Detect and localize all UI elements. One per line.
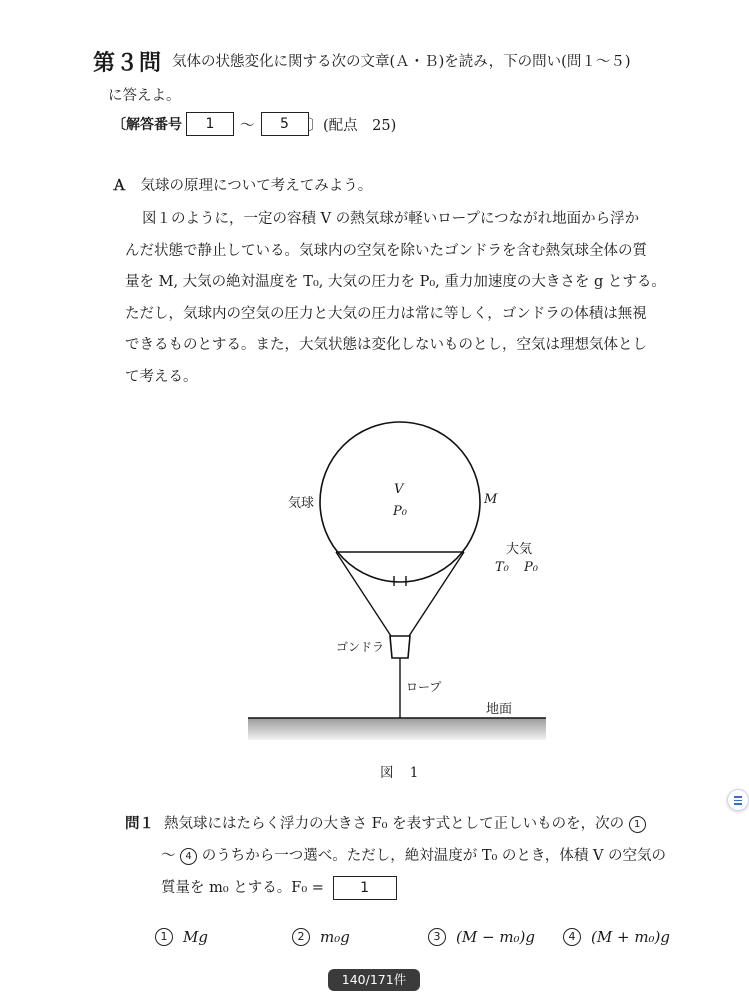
- question-1-label: 問１: [125, 816, 154, 832]
- label-balloon: 気球: [288, 496, 315, 511]
- ground-shading: [248, 718, 546, 740]
- balloon-envelope: [320, 422, 480, 582]
- section-a-title: 気球の原理について考えてみよう。: [140, 178, 373, 194]
- choice-3[interactable]: [428, 928, 535, 946]
- paragraph-line: て考える。: [125, 368, 198, 385]
- answer-number-row: [112, 112, 396, 136]
- answer-end-box: 5: [261, 112, 309, 136]
- label-atm-pressure: P₀: [524, 560, 538, 575]
- question-intro-line2: に答えよ。: [108, 88, 181, 104]
- paragraph-line: 図１のように，一定の容積 V の熱気球が軽いロープにつながれ地面から浮か: [142, 211, 640, 227]
- balloon-rigging-right: [409, 552, 464, 636]
- choice-1-number: 1: [155, 928, 173, 946]
- answer-box-1: 1: [333, 876, 397, 900]
- question-1-line3: [125, 872, 685, 904]
- label-volume: V: [394, 482, 404, 497]
- choice-4-text: (M + m₀)g: [591, 928, 671, 946]
- label-ground: 地面: [486, 702, 513, 717]
- gondola-shape: [390, 636, 410, 658]
- choice-2-text: m₀g: [320, 928, 350, 946]
- question-1-line1: [125, 808, 685, 840]
- choice-4-number: 4: [563, 928, 581, 946]
- page-counter: 140/171件: [328, 969, 420, 991]
- circled-number-last: 4: [180, 848, 197, 865]
- balloon-rigging-left: [336, 552, 391, 636]
- choice-1[interactable]: [155, 928, 208, 946]
- label-atmosphere: 大気: [506, 542, 533, 557]
- answer-tilde: ～: [240, 117, 255, 134]
- points-text: 〕(配点 25): [308, 117, 397, 134]
- label-atm-temperature: T₀: [495, 560, 509, 575]
- question-1-text2: のうちから一つ選べ。ただし，絶対温度が T₀ のとき，体積 V の空気の: [201, 848, 667, 864]
- choice-1-text: Mg: [183, 928, 208, 946]
- choice-2-number: 2: [292, 928, 310, 946]
- question-1-range-tilde: ～: [161, 848, 176, 864]
- answer-label: 〔解答番号: [112, 117, 182, 133]
- answer-start-box: 1: [186, 112, 234, 136]
- paragraph-line: んだ状態で静止している。気球内の空気を除いたゴンドラを含む熱気球全体の質: [125, 242, 647, 259]
- question-number: 第３問: [93, 51, 163, 76]
- question-1-text3: 質量を m₀ とする。F₀ =: [161, 880, 324, 896]
- choice-3-text: (M − m₀)g: [456, 928, 536, 946]
- label-gondola: ゴンドラ: [336, 640, 385, 654]
- label-rope: ロープ: [406, 680, 442, 694]
- question-1-text1: 熱気球にはたらく浮力の大きさ F₀ を表す式として正しいものを，次の: [164, 816, 625, 832]
- question-1: [125, 808, 685, 904]
- circled-number-first: 1: [629, 816, 646, 833]
- paragraph-line: 量を M, 大気の絶対温度を T₀, 大気の圧力を P₀, 重力加速度の大きさを g とする。: [125, 274, 666, 290]
- choice-2[interactable]: [292, 928, 350, 946]
- question-intro-line1: 気体の状態変化に関する次の文章(Ａ・Ｂ)を読み，下の問い(問１～５): [172, 54, 631, 70]
- section-a-heading: [112, 174, 372, 195]
- section-a-paragraph: [125, 204, 677, 393]
- menu-lines-icon[interactable]: [727, 789, 749, 811]
- label-mass: M: [484, 492, 498, 507]
- section-a-label: Ａ: [112, 178, 127, 194]
- choice-3-number: 3: [428, 928, 446, 946]
- paragraph-line: できるものとする。また，大気状態は変化しないものとし，空気は理想気体とし: [125, 337, 647, 353]
- question-1-line2: [125, 840, 685, 872]
- label-pressure-inside: P₀: [393, 504, 407, 519]
- paragraph-line: ただし，気球内の空気の圧力と大気の圧力は常に等しく，ゴンドラの体積は無視: [125, 305, 647, 322]
- choice-4[interactable]: [563, 928, 670, 946]
- figure-hot-air-balloon: [240, 418, 560, 748]
- figure-caption: 図 1: [380, 765, 425, 781]
